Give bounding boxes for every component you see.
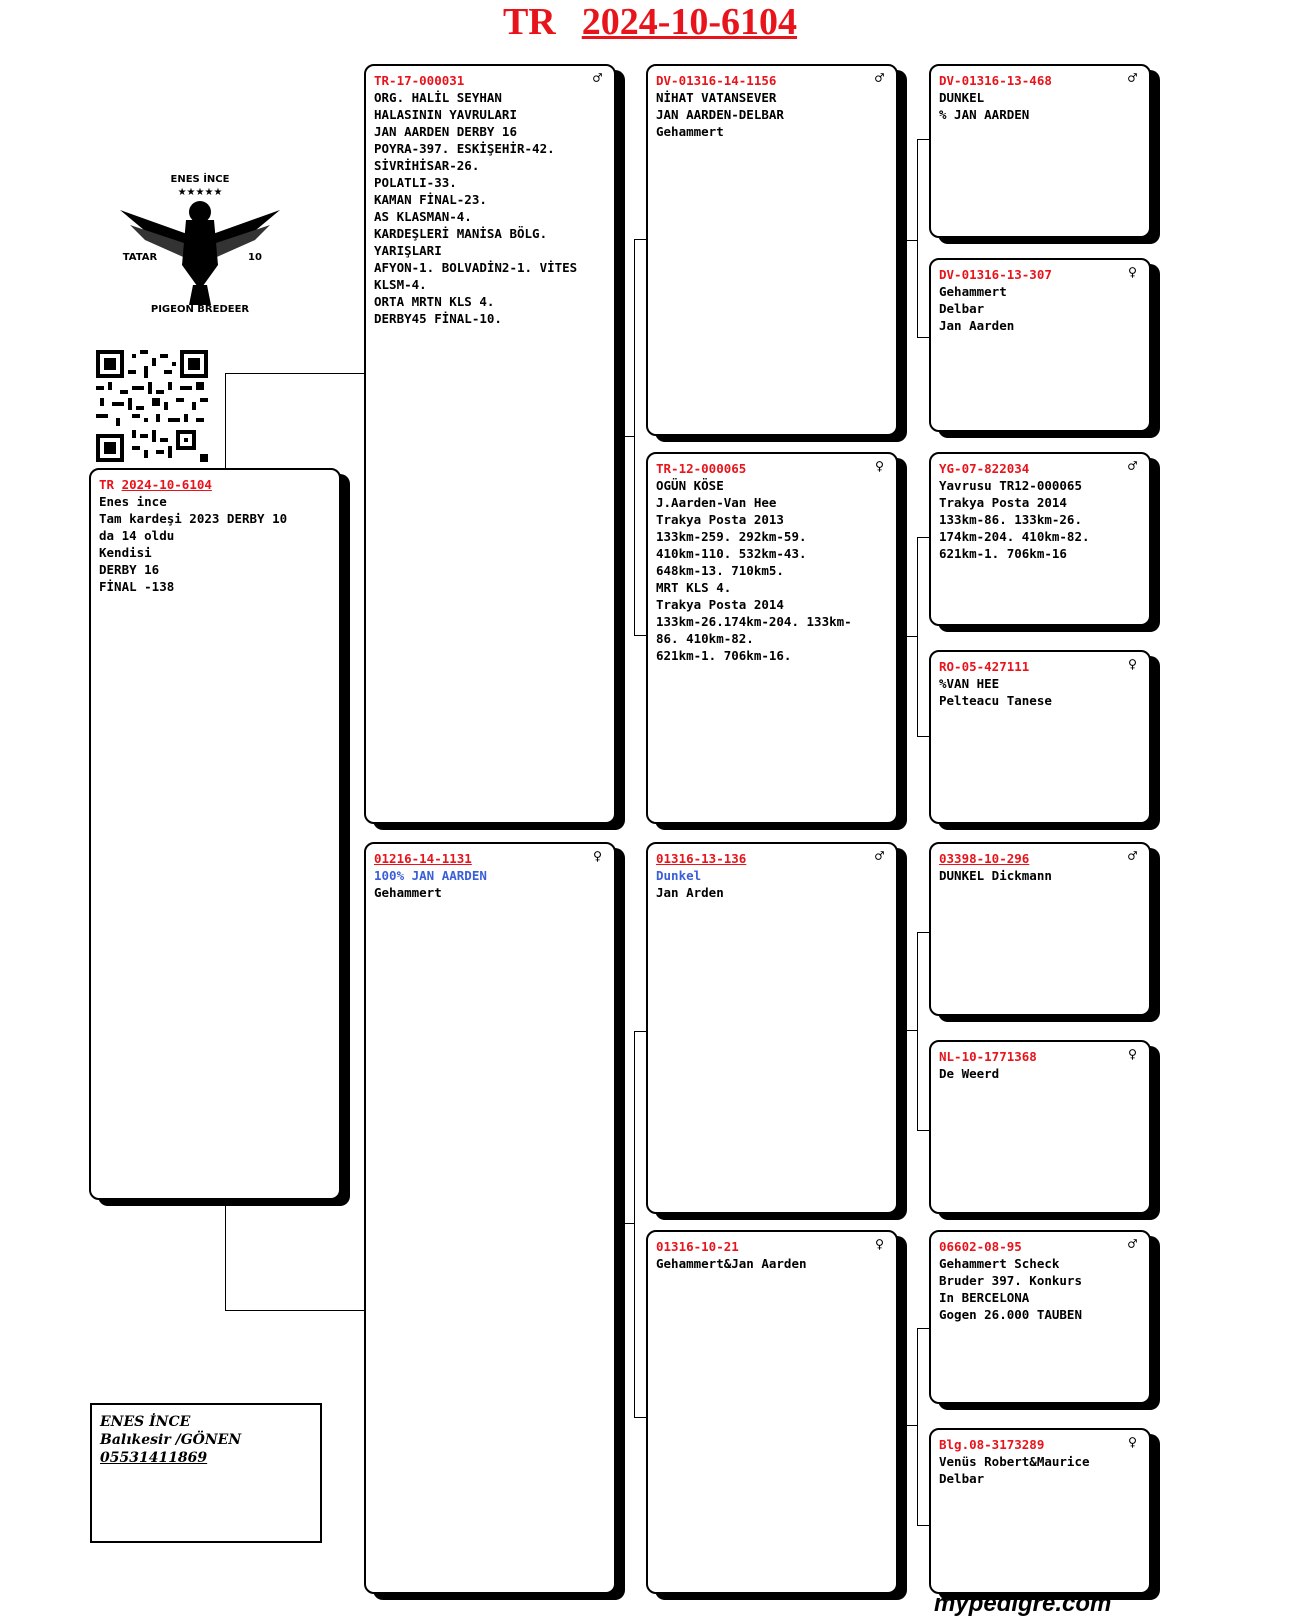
ddd-line: Delbar xyxy=(939,1471,985,1486)
dam-sire-ring[interactable]: 01316-13-136 xyxy=(656,851,747,866)
sire-sire-line: NİHAT VATANSEVER xyxy=(656,90,777,105)
sire-line: YARIŞLARI xyxy=(374,243,442,258)
ssd-line: Delbar xyxy=(939,301,985,316)
ddd-line: Venüs Robert&Maurice xyxy=(939,1454,1090,1469)
male-icon: ♂ xyxy=(1127,1235,1137,1253)
male-icon: ♂ xyxy=(874,69,884,87)
sire-dam-line: J.Aarden-Van Hee xyxy=(656,495,777,510)
subject-card[interactable] xyxy=(89,468,341,1200)
dds-line: Gogen 26.000 TAUBEN xyxy=(939,1307,1082,1322)
sire-sire-line: JAN AARDEN-DELBAR xyxy=(656,107,784,122)
sire-dam-card[interactable] xyxy=(646,452,898,824)
connector-ds-mid xyxy=(905,1030,917,1031)
dss-ring[interactable]: 03398-10-296 xyxy=(939,851,1030,866)
sire-line: HALASININ YAVRULARI xyxy=(374,107,517,122)
sdd-card[interactable] xyxy=(929,650,1151,824)
subject-line: Tam kardeşi 2023 DERBY 10 xyxy=(99,511,288,526)
sdd-line: Pelteacu Tanese xyxy=(939,693,1052,708)
sire-line: ORG. HALİL SEYHAN xyxy=(374,90,502,105)
male-icon: ♂ xyxy=(1127,457,1137,475)
title-country: TR xyxy=(502,1,556,43)
logo-right-text: 10 xyxy=(248,252,262,263)
ssd-card[interactable] xyxy=(929,258,1151,432)
title-ring: 2024-10-6104 xyxy=(581,1,798,43)
owner-phone[interactable]: 05531411869 xyxy=(100,1450,208,1466)
sire-line: POYRA-397. ESKİŞEHİR-42. xyxy=(374,141,555,156)
ddd-card[interactable] xyxy=(929,1428,1151,1594)
sire-line: AS KLASMAN-4. xyxy=(374,209,472,224)
logo-bottom-text: PIGEON BREDEER xyxy=(150,304,250,315)
dss-card[interactable] xyxy=(929,842,1151,1016)
sire-line: JAN AARDEN DERBY 16 xyxy=(374,124,517,139)
dss-line: DUNKEL Dickmann xyxy=(939,868,1052,883)
sire-dam-line: 86. 410km-82. xyxy=(656,631,754,646)
dds-line: Gehammert Scheck xyxy=(939,1256,1060,1271)
sdd-ring[interactable]: RO-05-427111 xyxy=(939,659,1030,674)
owner-name: ENES İNCE xyxy=(100,1414,191,1430)
male-icon: ♂ xyxy=(592,69,602,87)
dds-line: Bruder 397. Konkurs xyxy=(939,1273,1082,1288)
connector-ss-mid xyxy=(905,240,917,241)
logo-top-text: ENES İNCE xyxy=(170,174,230,185)
subject-ring[interactable]: TR 2024-10-6104 xyxy=(99,477,212,492)
sire-line: SİVRİHİSAR-26. xyxy=(374,158,480,173)
dam-blue-line: 100% JAN AARDEN xyxy=(374,868,487,883)
ssd-line: Gehammert xyxy=(939,284,1007,299)
dsd-ring[interactable]: NL-10-1771368 xyxy=(939,1049,1037,1064)
sire-line: KARDEŞLERİ MANİSA BÖLG. xyxy=(374,226,548,241)
sire-line: DERBY45 FİNAL-10. xyxy=(374,311,502,326)
sds-line: 133km-86. 133km-26. xyxy=(939,512,1082,527)
sss-line: % JAN AARDEN xyxy=(939,107,1030,122)
sire-line: POLATLI-33. xyxy=(374,175,457,190)
female-icon: ♀ xyxy=(1127,1433,1137,1451)
sire-line: AFYON-1. BOLVADİN2-1. VİTES xyxy=(374,260,578,275)
female-icon: ♀ xyxy=(1127,263,1137,281)
male-icon: ♂ xyxy=(874,847,884,865)
sds-line: Yavrusu TR12-000065 xyxy=(939,478,1082,493)
sire-dam-line: 621km-1. 706km-16. xyxy=(656,648,792,663)
sdd-line: %VAN HEE xyxy=(939,676,1000,691)
sire-ring[interactable]: TR-17-000031 xyxy=(374,73,465,88)
subject-line: DERBY 16 xyxy=(99,562,160,577)
breeder-logo xyxy=(90,140,310,340)
dds-ring[interactable]: 06602-08-95 xyxy=(939,1239,1022,1254)
connector-sire-mid xyxy=(622,436,634,437)
sire-line: KAMAN FİNAL-23. xyxy=(374,192,487,207)
connector-dd-mid xyxy=(905,1425,917,1426)
logo-left-text: TATAR xyxy=(122,252,158,263)
female-icon: ♀ xyxy=(592,847,602,865)
sire-line: ORTA MRTN KLS 4. xyxy=(374,294,495,309)
ssd-line: Jan Aarden xyxy=(939,318,1015,333)
connector-dam-mid xyxy=(622,1223,634,1224)
female-icon: ♀ xyxy=(1127,655,1137,673)
owner-box xyxy=(90,1403,322,1543)
dam-ring[interactable]: 01216-14-1131 xyxy=(374,851,472,866)
ssd-ring[interactable]: DV-01316-13-307 xyxy=(939,267,1052,282)
sss-ring[interactable]: DV-01316-13-468 xyxy=(939,73,1052,88)
subject-line: da 14 oldu xyxy=(99,528,175,543)
sss-card[interactable] xyxy=(929,64,1151,238)
sire-dam-line: 133km-26.174km-204. 133km- xyxy=(656,614,852,629)
female-icon: ♀ xyxy=(874,457,884,475)
dam-sire-line: Jan Arden xyxy=(656,885,724,900)
footer-brand[interactable]: mypedigre.com xyxy=(934,1590,1112,1617)
pedigree-title xyxy=(0,0,1300,44)
female-icon: ♀ xyxy=(1127,1045,1137,1063)
dds-card[interactable] xyxy=(929,1230,1151,1404)
ddd-ring[interactable]: Blg.08-3173289 xyxy=(939,1437,1045,1452)
sire-dam-line: Trakya Posta 2013 xyxy=(656,512,784,527)
svg-text:★★★★★: ★★★★★ xyxy=(177,187,223,198)
dam-sire-blue-line: Dunkel xyxy=(656,868,702,883)
dam-dam-line: Gehammert&Jan Aarden xyxy=(656,1256,807,1271)
dsd-card[interactable] xyxy=(929,1040,1151,1214)
sds-line: 174km-204. 410km-82. xyxy=(939,529,1090,544)
qr-code[interactable] xyxy=(96,350,208,462)
owner-location: Balıkesir /GÖNEN xyxy=(100,1432,242,1448)
dam-dam-ring[interactable]: 01316-10-21 xyxy=(656,1239,739,1254)
subject-line: Enes ince xyxy=(99,494,167,509)
sire-dam-line: 133km-259. 292km-59. xyxy=(656,529,807,544)
dam-dam-card[interactable] xyxy=(646,1230,898,1594)
dam-sire-card[interactable] xyxy=(646,842,898,1214)
female-icon: ♀ xyxy=(874,1235,884,1253)
sire-sire-ring[interactable]: DV-01316-14-1156 xyxy=(656,73,777,88)
sire-dam-line: MRT KLS 4. xyxy=(656,580,732,595)
sire-sire-line: Gehammert xyxy=(656,124,724,139)
subject-line: FİNAL -138 xyxy=(99,579,175,594)
sire-dam-line: 648km-13. 710km5. xyxy=(656,563,784,578)
sss-line: DUNKEL xyxy=(939,90,985,105)
dam-line: Gehammert xyxy=(374,885,442,900)
sire-dam-line: Trakya Posta 2014 xyxy=(656,597,784,612)
sds-card[interactable] xyxy=(929,452,1151,626)
sds-line: Trakya Posta 2014 xyxy=(939,495,1067,510)
connector-sd-mid xyxy=(905,636,917,637)
sds-line: 621km-1. 706km-16 xyxy=(939,546,1067,561)
sire-dam-line: OGÜN KÖSE xyxy=(656,478,724,493)
male-icon: ♂ xyxy=(1127,847,1137,865)
connector-subject-sire xyxy=(225,373,365,471)
sire-card[interactable] xyxy=(364,64,616,824)
subject-line: Kendisi xyxy=(99,545,152,560)
dsd-line: De Weerd xyxy=(939,1066,1000,1081)
male-icon: ♂ xyxy=(1127,69,1137,87)
sds-ring[interactable]: YG-07-822034 xyxy=(939,461,1030,476)
dds-line: In BERCELONA xyxy=(939,1290,1030,1305)
dam-card[interactable] xyxy=(364,842,616,1594)
sire-line: KLSM-4. xyxy=(374,277,427,292)
sire-sire-card[interactable] xyxy=(646,64,898,436)
connector-subject-dam xyxy=(225,1200,365,1311)
sire-dam-ring[interactable]: TR-12-000065 xyxy=(656,461,747,476)
sire-dam-line: 410km-110. 532km-43. xyxy=(656,546,807,561)
